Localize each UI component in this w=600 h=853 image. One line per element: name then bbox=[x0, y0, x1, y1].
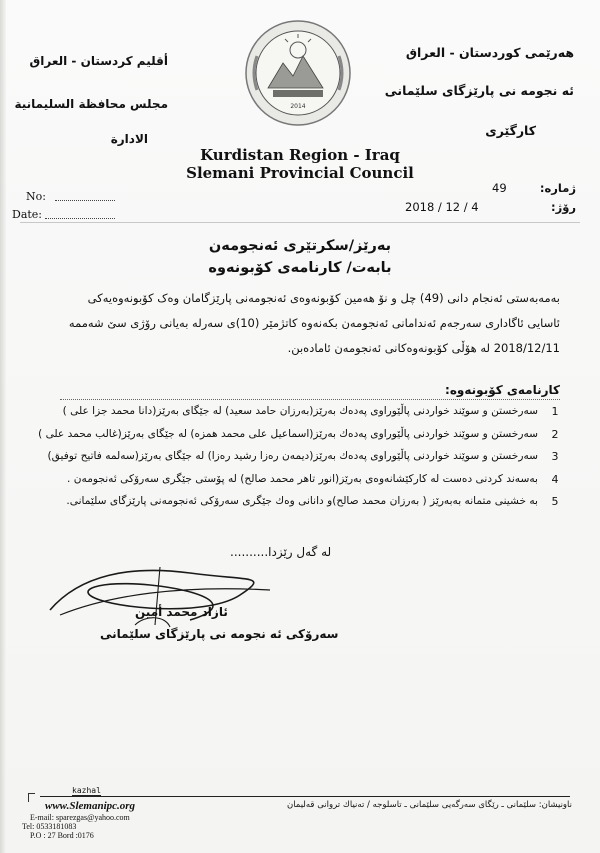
header-arabic-line-1: أقليم كردستان - العراق bbox=[29, 54, 168, 68]
signatory-name: ئازاد محمد أمین bbox=[135, 605, 228, 619]
agenda-title: کارنامەی کۆبونەوە: bbox=[445, 383, 560, 397]
day-value: 2018 / 12 / 4 bbox=[405, 200, 479, 214]
footer-address: ناونیشان: سلێمانی ـ رێگای سەرگەیی سلێمانی ـ تاسلوجە / تەنیاك تروانی قەلیمان bbox=[286, 800, 572, 810]
header-kurdish-line-1: هەرێمی کوردستان - العراق bbox=[405, 45, 574, 60]
no-label: No: bbox=[26, 190, 46, 203]
footer-email: E-mail: sparezgas@yahoo.com bbox=[30, 813, 130, 822]
scan-edge bbox=[0, 0, 6, 853]
body-line-3: 2018/12/11 لە هۆڵی کۆبونەوەکانی ئەنجومەن ئامادەبن. bbox=[287, 341, 560, 355]
footer-rule bbox=[40, 796, 570, 797]
logo-year: 2014 bbox=[290, 103, 306, 110]
body-line-2: ئاسایی ئاگاداری سەرجەم ئەندامانی ئەنجومەن بکەنەوە کاتژمێر (10)ی سەرلە بەیانی رۆژی سێ شەممە bbox=[68, 316, 560, 330]
day-label: رۆژ: bbox=[551, 200, 576, 214]
agenda-item-number: 2 bbox=[551, 428, 559, 441]
signatory-title: سەرۆکی ئه نجومه نی پارێزگای سلێمانی bbox=[100, 627, 339, 641]
agenda-rule bbox=[60, 399, 560, 400]
subject-line: بابەت/ کارنامەی کۆبونەوە bbox=[208, 260, 392, 276]
agenda-item bbox=[26, 405, 566, 423]
council-logo bbox=[243, 18, 353, 128]
header-kurdish-line-2: ئه نجومه نی پارێزگای سلێمانی bbox=[384, 83, 574, 98]
header-arabic-line-2: مجلس محافظة السليمانية bbox=[14, 97, 168, 111]
number-value: 49 bbox=[492, 181, 507, 195]
header-arabic-line-3: الادارة bbox=[110, 132, 148, 146]
footer-website: www.Slemanipc.org bbox=[45, 800, 136, 812]
english-title-line-1: Kurdistan Region - Iraq bbox=[200, 146, 400, 164]
number-label: ژماره: bbox=[539, 181, 576, 195]
no-dotted-line bbox=[55, 200, 115, 201]
date-label: Date: bbox=[12, 208, 43, 221]
agenda-item bbox=[26, 473, 566, 491]
agenda-item bbox=[26, 450, 566, 468]
agenda-item bbox=[26, 495, 566, 513]
agenda-item-text: سەرخستن و سوێند خواردنی پاڵێوراوی پەدەك بەرێز(دیمەن رەزا رشید رەزا) لە جێگای بەرێز(سەلمە فاتیح توفیق) bbox=[47, 450, 538, 462]
footer-corner-mark bbox=[28, 793, 35, 802]
agenda-item-text: بەسەند کردنی دەست لە کارکێشانەوەی بەرێز(انور تاهر محمد صالح) لە پۆستی جێگری سەرۆکی ئەنجومەن . bbox=[67, 473, 538, 485]
footer-mark: kazhal bbox=[72, 786, 101, 795]
agenda-item-text: سەرخستن و سوێند خواردنی پاڵێوراوی پەدەك بەرێز(اسماعیل علی محمد همزە) لە جێگای بەرێز(غالب محمد علی ) bbox=[38, 428, 538, 440]
header-rule bbox=[20, 222, 580, 223]
agenda-item bbox=[26, 428, 566, 446]
addressee: بەرێز/سکرتێری ئەنجومەن bbox=[208, 238, 392, 254]
closing-greeting: لە گەل رێزدا.......... bbox=[230, 545, 332, 559]
agenda-item-text: سەرخستن و سوێند خواردنی پاڵێوراوی پەدەك بەرێز(بەرزان حامد سعید) لە جێگای بەرێز(دانا محمد جزا علی ) bbox=[62, 405, 538, 417]
header-kurdish-line-3: کارگێری bbox=[485, 123, 536, 138]
footer-po-box: P.O : 27 Bord :0176 bbox=[30, 831, 94, 840]
agenda-item-text: بە خشینی متمانە بەبەرێز ( بەرزان محمد صالح)و دانانی وەك جێگری سەرۆکی ئەنجومەنی پارێزگای سلێمانی. bbox=[66, 495, 538, 507]
english-title-line-2: Slemani Provincial Council bbox=[186, 164, 414, 182]
agenda-item-number: 5 bbox=[551, 495, 559, 508]
date-dotted-line bbox=[45, 218, 115, 219]
body-line-1: بەمەبەستی ئەنجام دانی (49) چل و نۆ هەمین کۆبونەوەی ئەنجومەنی پارێزگامان وەک کۆبونەوەیەکی bbox=[87, 291, 560, 305]
agenda-item-number: 3 bbox=[551, 450, 559, 463]
agenda-item-number: 1 bbox=[551, 405, 559, 418]
agenda-item-number: 4 bbox=[551, 473, 559, 486]
footer-tel: Tel: 0533181083 bbox=[22, 822, 77, 831]
